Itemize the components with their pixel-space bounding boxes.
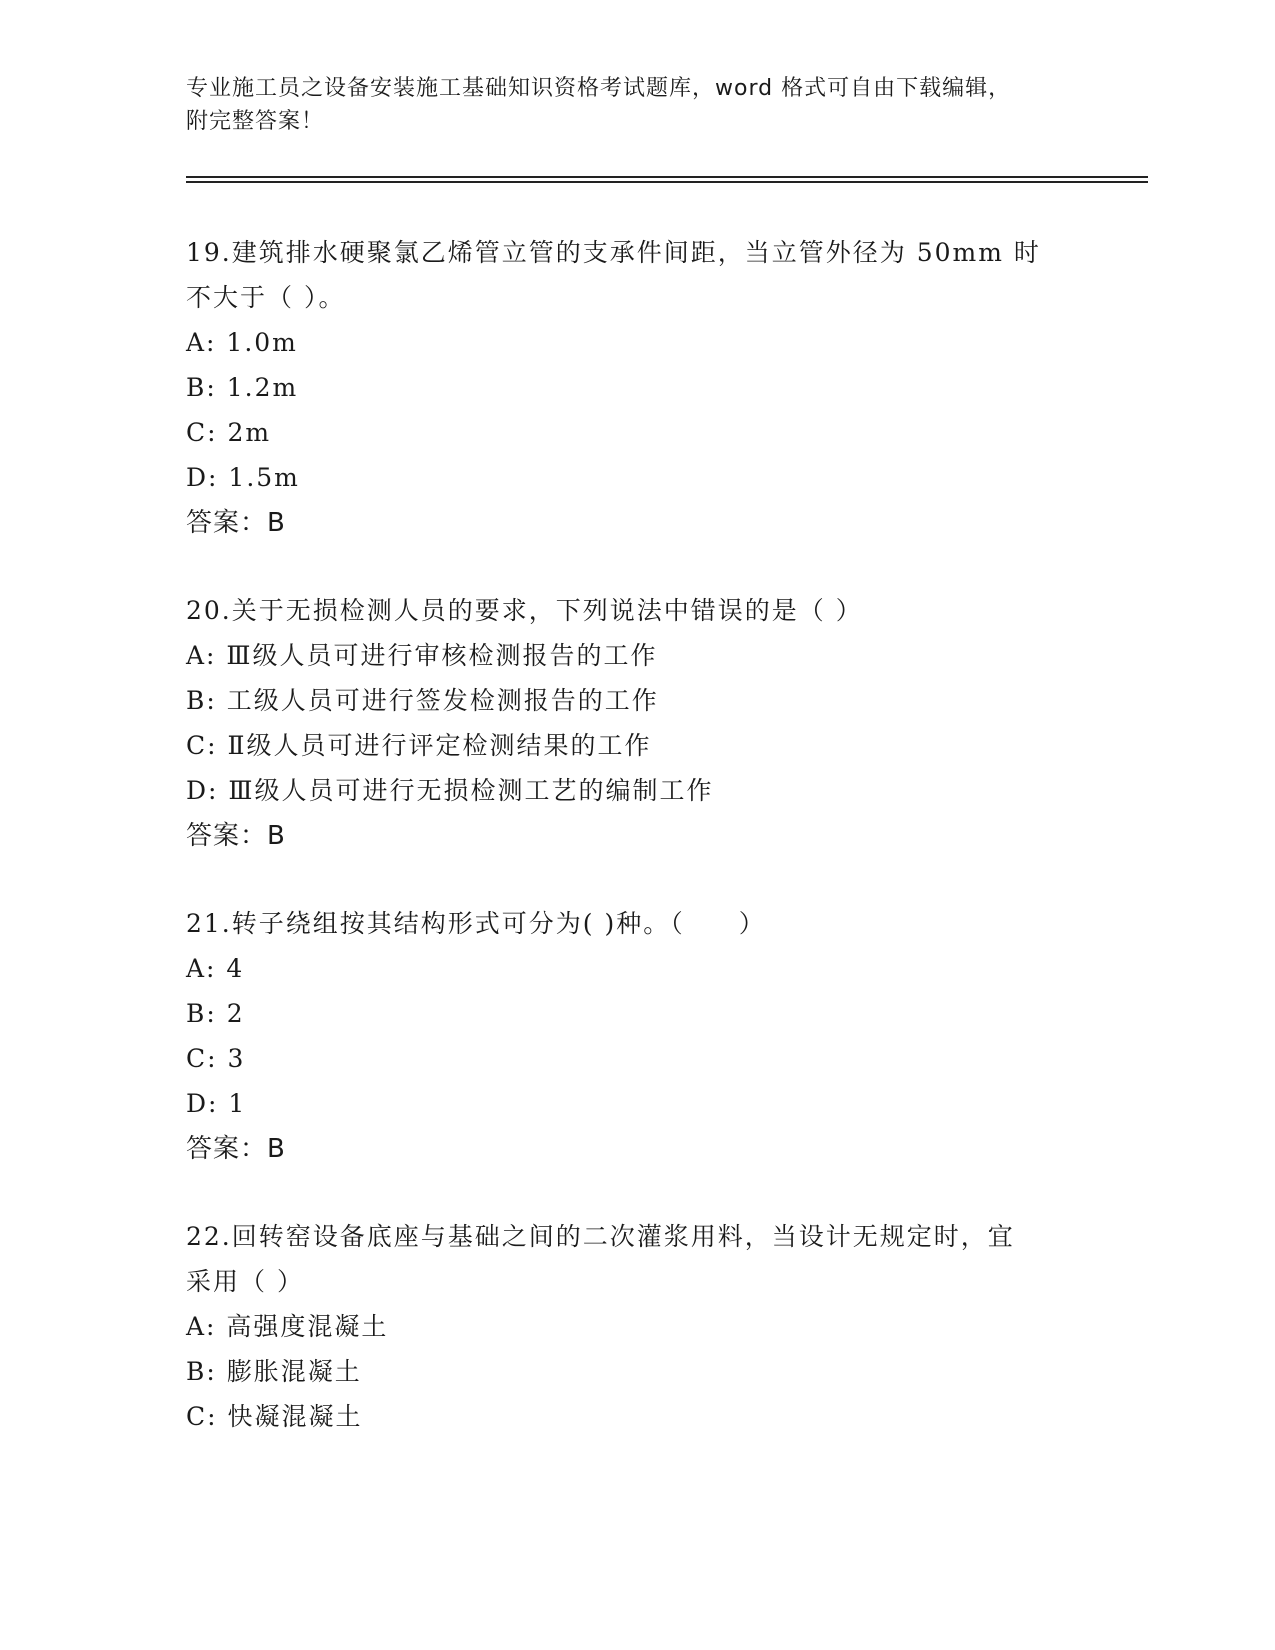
option-a: A: 4 <box>186 954 245 983</box>
option-c: C: 3 <box>186 1044 246 1073</box>
question-text-line: 不大于（ ）。 <box>186 283 346 312</box>
option-d: D: 1 <box>186 1089 247 1118</box>
question-list <box>186 230 1086 1481</box>
option-c: C: 2m <box>186 418 272 447</box>
question-text-line: 19.建筑排水硬聚氯乙烯管立管的支承件间距，当立管外径为 50mm 时 <box>186 238 1041 267</box>
header-rule-bottom <box>186 181 1148 183</box>
option-a: A: 1.0m <box>186 328 298 357</box>
option-d: D: 1.5m <box>186 463 300 492</box>
header-rule-top <box>186 176 1148 178</box>
option-a: A: Ⅲ级人员可进行审核检测报告的工作 <box>186 641 658 670</box>
question-20 <box>186 588 1086 859</box>
option-b: B: 膨胀混凝土 <box>186 1357 362 1386</box>
document-header <box>186 72 1086 138</box>
option-c: C: 快凝混凝土 <box>186 1402 363 1431</box>
question-text-line: 21.转子绕组按其结构形式可分为( )种。（ ） <box>186 909 766 938</box>
option-b: B: 2 <box>186 999 245 1028</box>
answer: 答案：B <box>186 821 286 851</box>
option-b: B: 工级人员可进行签发检测报告的工作 <box>186 686 659 715</box>
header-line-2: 附完整答案！ <box>186 109 325 134</box>
option-b: B: 1.2m <box>186 373 299 402</box>
question-text-line: 20.关于无损检测人员的要求，下列说法中错误的是（ ） <box>186 596 863 625</box>
option-a: A: 高强度混凝土 <box>186 1312 389 1341</box>
question-text-line: 采用（ ） <box>186 1267 304 1296</box>
question-19 <box>186 230 1086 546</box>
option-d: D: Ⅲ级人员可进行无损检测工艺的编制工作 <box>186 776 714 805</box>
header-line-1: 专业施工员之设备安装施工基础知识资格考试题库，word 格式可自由下载编辑， <box>186 76 1012 101</box>
question-text-line: 22.回转窑设备底座与基础之间的二次灌浆用料，当设计无规定时，宜 <box>186 1222 1015 1251</box>
option-c: C: Ⅱ级人员可进行评定检测结果的工作 <box>186 731 652 760</box>
question-22 <box>186 1214 1086 1439</box>
question-21 <box>186 901 1086 1172</box>
answer: 答案：B <box>186 508 286 538</box>
answer: 答案：B <box>186 1134 286 1164</box>
